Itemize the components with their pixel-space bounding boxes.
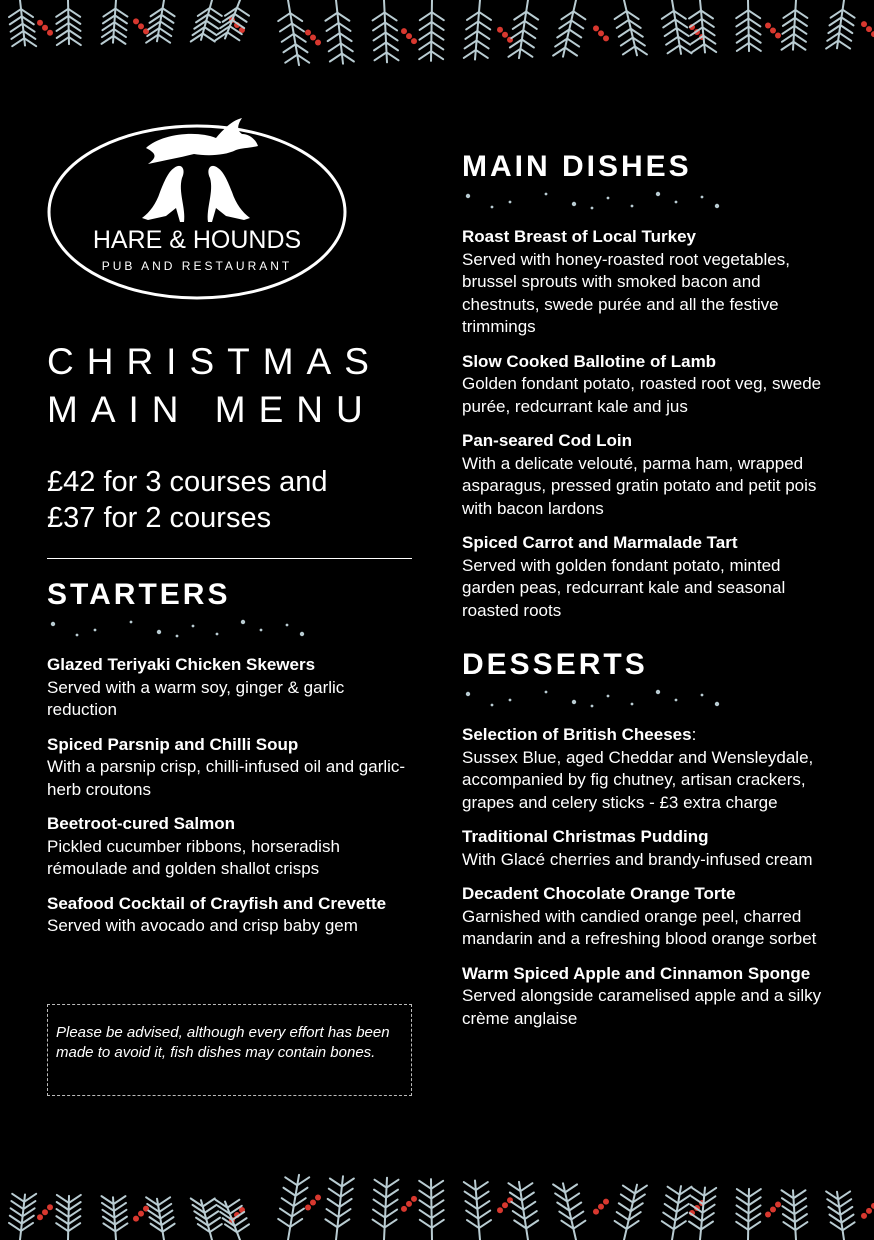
menu-item [462,724,834,814]
menu-item-description: With Glacé cherries and brandy-infused cream [462,849,813,869]
title-line-2: MAIN MENU [47,389,376,430]
menu-item-name-text: Spiced Parsnip and Chilli Soup [47,734,299,754]
menu-item-name [47,813,417,836]
hound-right-icon [208,166,250,222]
price-line-1: £42 for 3 courses and [47,466,328,498]
menu-item-description: Served with honey-roasted root vegetables, brussel sprouts with smoked bacon and chestnuts, swede purée and all the festive trimmings [462,249,790,336]
menu-item-description: Served with avocado and crisp baby gem [47,916,358,935]
menu-item-name [462,532,834,555]
menu-item-name [462,351,834,374]
menu-item-name [462,826,834,849]
menu-item [47,734,417,802]
fish-bones-notice: Please be advised, although every effort has been made to avoid it, fish dishes may contain bones. [47,1004,412,1096]
title-line-1: CHRISTMAS [47,341,382,382]
price-line-2: £37 for 2 courses [47,502,272,534]
menu-item-description: With a delicate velouté, parma ham, wrapped asparagus, pressed gratin potato and petit pois with bacon lardons [462,453,817,518]
hare-and-hounds-logo [46,112,348,302]
menu-item-name [47,654,417,677]
menu-item [462,963,834,1031]
menu-item-name [462,883,834,906]
menu-item-description: With a parsnip crisp, chilli-infused oil and garlic-herb croutons [47,757,406,799]
brand-name: HARE & HOUNDS [92,226,302,254]
menu-item-description: Pickled cucumber ribbons, horseradish rémoulade and golden shallot crisps [47,836,340,878]
menu-item-description: Served alongside caramelised apple and a silky crème anglaise [462,986,822,1028]
stars-divider-icon [462,686,722,710]
menu-item [462,826,834,871]
menu-item-name-suffix: : [691,725,697,744]
stars-divider-icon [47,616,307,640]
hound-left-icon [142,166,184,222]
starters-heading: STARTERS [47,578,231,611]
menu-item-name [462,226,834,249]
menu-item-name [47,734,417,757]
menu-item-name-text: Roast Breast of Local Turkey [462,227,696,246]
menu-item-name [462,963,834,986]
starters-section [47,578,417,950]
menu-item-description: Golden fondant potato, roasted root veg, swede purée, redcurrant kale and jus [462,374,822,416]
menu-item [47,813,417,881]
price-info [47,464,328,536]
menu-item-name [462,430,834,453]
menu-item [47,893,417,938]
menu-item [462,351,834,419]
menu-item [47,654,417,722]
menu-item-description: Served with a warm soy, ginger & garlic reduction [47,677,345,719]
desserts-list [462,724,834,1030]
stars-divider-icon [462,188,722,212]
menu-item-name-text: Pan-seared Cod Loin [462,431,633,450]
mains-heading: MAIN DISHES [462,150,692,183]
menu-item-name-text: Slow Cooked Ballotine of Lamb [462,351,717,371]
menu-item-name-text: Traditional Christmas Pudding [462,827,709,846]
page-title [47,338,382,434]
menu-item [462,883,834,951]
menu-item-name-text: Glazed Teriyaki Chicken Skewers [47,655,316,674]
foliage-top-decoration [0,0,874,120]
menu-item-name-text: Beetroot-cured Salmon [47,814,235,833]
menu-item-name-text: Spiced Carrot and Marmalade Tart [462,533,738,552]
mains-desserts-column [462,150,834,1042]
menu-item-name-text: Selection of British Cheeses [462,725,692,744]
menu-item [462,226,834,339]
section-divider [47,558,412,559]
mains-list [462,226,834,622]
desserts-heading: DESSERTS [462,648,648,681]
menu-item-description: Served with golden fondant potato, minted garden peas, redcurrant kale and seasonal roasted roots [462,555,786,620]
menu-item-description: Garnished with candied orange peel, charred mandarin and a refreshing blood orange sorbet [462,906,817,948]
menu-item-name [47,893,417,916]
menu-item-name-text: Decadent Chocolate Orange Torte [462,884,736,903]
menu-item-name-text: Warm Spiced Apple and Cinnamon Sponge [462,963,811,983]
brand-tagline: PUB AND RESTAURANT [101,259,293,273]
menu-item-description: Sussex Blue, aged Cheddar and Wensleydale, accompanied by fig chutney, artisan crackers, grapes and celery sticks - £3 extra charge [462,747,814,812]
menu-item-name-text: Seafood Cocktail of Crayfish and Crevette [47,893,387,913]
menu-item [462,532,834,622]
starters-list [47,654,417,938]
foliage-bottom-decoration [0,1130,874,1240]
menu-item-name [462,724,834,747]
menu-item [462,430,834,520]
